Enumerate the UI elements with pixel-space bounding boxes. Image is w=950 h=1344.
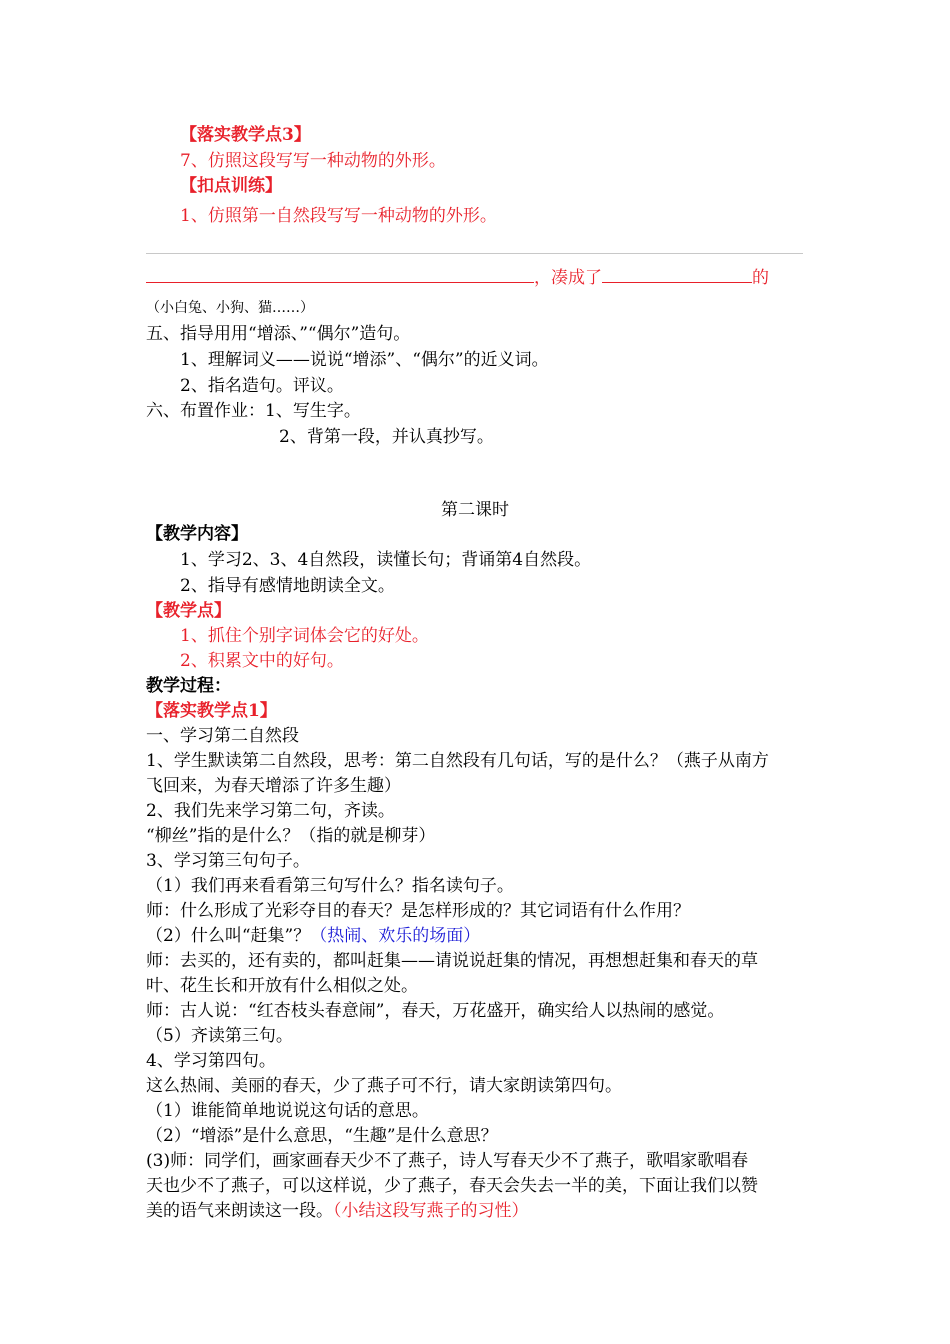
paragraph-line: （1）谁能简单地说说这句话的意思。 [146,1101,429,1121]
fill-in-line [146,264,769,290]
list-item: 2、背第一段，并认真抄写。 [279,427,494,447]
paragraph-line [146,924,480,948]
list-item: 1、学习2、3、4自然段，读懂长句；背诵第4自然段。 [180,550,592,570]
paragraph-line: “柳丝”指的是什么？（指的就是柳芽） [146,826,436,846]
section-title: 五、指导用用“增添、”“偶尔”造句。 [146,324,411,344]
paragraph-line: 飞回来，为春天增添了许多生趣） [146,776,401,796]
paragraph-line: 1、学生默读第二自然段，思考：第二自然段有几句话，写的是什么？（燕子从南方 [146,751,769,771]
page-title: 第二课时 [441,500,509,520]
list-item: 2、积累文中的好句。 [180,651,344,671]
paragraph-line: 一、学习第二自然段 [146,726,299,746]
list-item: 2、指导有感情地朗读全文。 [180,576,395,596]
paragraph-line: （5）齐读第三句。 [146,1026,293,1046]
fill-in-text: 的 [752,268,769,288]
paragraph-line: （2）“增添”是什么意思，“生趣”是什么意思？ [146,1126,498,1146]
list-item: 1、仿照第一自然段写写一种动物的外形。 [180,206,497,226]
paragraph-line: 2、我们先来学习第二句，齐读。 [146,801,395,821]
paragraph-line: 师：古人说：“红杏枝头春意闹”，春天，万花盛开，确实给人以热闹的感觉。 [146,1001,725,1021]
blank-writing-line [146,253,803,254]
section-heading-practice-3: 【落实教学点3】 [180,125,311,145]
section-heading-content: 【教学内容】 [146,524,248,544]
list-item: 2、指名造句。评议。 [180,376,344,396]
summary-note: （小结这段写燕子的习性） [333,1201,529,1221]
paragraph-line: 3、学习第三句句子。 [146,851,310,871]
example-hint: （小白兔、小狗、猫……） [146,300,314,316]
section-heading-practice-1: 【落实教学点1】 [146,701,277,721]
section-heading-process: 教学过程： [146,676,231,696]
section-title: 六、布置作业：1、写生字。 [146,401,361,421]
paragraph-line: 师：什么形成了光彩夺目的春天？是怎样形成的？其它词语有什么作用？ [146,901,690,921]
paragraph-line: (3)师：同学们，画家画春天少不了燕子，诗人写春天少不了燕子，歌唱家歌唱春 [146,1151,749,1171]
fill-in-text: ，凑成了 [534,268,602,288]
list-item: 1、理解词义——说说“增添”、“偶尔”的近义词。 [180,350,549,370]
paragraph-line: （1）我们再来看看第三句写什么？指名读句子。 [146,876,514,896]
paragraph-line [146,1199,529,1223]
answer-text: （热闹、欢乐的场面） [310,926,481,946]
question-text: （2）什么叫“赶集”？ [146,926,311,946]
list-item: 1、抓住个别字词体会它的好处。 [180,626,429,646]
paragraph-line: 师：去买的，还有卖的，都叫赶集——请说说赶集的情况，再想想赶集和春天的草 [146,951,758,971]
section-heading-points: 【教学点】 [146,601,231,621]
paragraph-line: 叶、花生长和开放有什么相似之处。 [146,976,418,996]
paragraph-line: 这么热闹、美丽的春天，少了燕子可不行，请大家朗读第四句。 [146,1076,622,1096]
blank-underline [602,264,752,283]
blank-underline [146,264,534,283]
section-heading-training: 【扣点训练】 [180,176,282,196]
list-item: 7、仿照这段写写一种动物的外形。 [180,151,446,171]
paragraph-line: 4、学习第四句。 [146,1051,276,1071]
paragraph-text: 美的语气来朗读这一段。 [146,1201,333,1221]
paragraph-line: 天也少不了燕子，可以这样说，少了燕子，春天会失去一半的美，下面让我们以赞 [146,1176,758,1196]
